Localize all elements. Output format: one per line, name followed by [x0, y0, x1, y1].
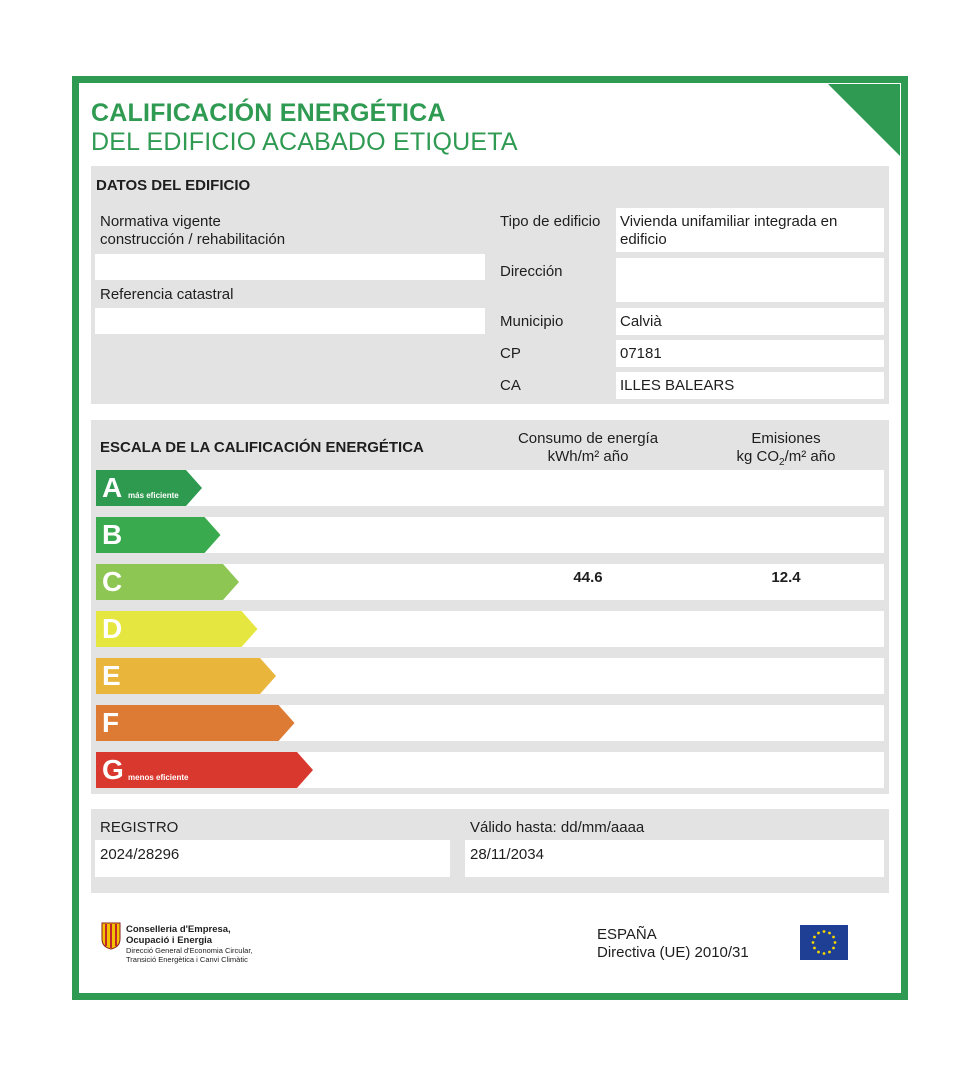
registro-label: REGISTRO — [100, 819, 179, 836]
consumo-header-1: Consumo de energía — [517, 430, 659, 447]
normativa-label-2: construcción / rehabilitación — [100, 231, 286, 248]
referencia-field — [95, 308, 485, 334]
page-subtitle: DEL EDIFICIO ACABADO ETIQUETA — [91, 128, 518, 156]
direccion-label: Dirección — [500, 263, 563, 280]
normativa-field — [95, 254, 485, 280]
emisiones-value: 12.4 — [771, 569, 801, 586]
country-label: ESPAÑA — [597, 926, 657, 943]
page-title: CALIFICACIÓN ENERGÉTICA — [91, 99, 446, 127]
energy-class-letter: C — [102, 566, 123, 597]
consumo-header-2: kWh/m² año — [547, 448, 629, 465]
cp-value: 07181 — [620, 345, 662, 362]
energy-class-sublabel: menos eficiente — [128, 773, 189, 782]
directive-label: Directiva (UE) 2010/31 — [597, 944, 749, 961]
scale-section-title: ESCALA DE LA CALIFICACIÓN ENERGÉTICA — [100, 439, 424, 456]
normativa-label-1: Normativa vigente — [100, 213, 221, 230]
energy-class-sublabel: más eficiente — [128, 491, 179, 500]
direccion-field — [616, 258, 884, 302]
scale-row-a — [96, 470, 884, 506]
cp-label: CP — [500, 345, 521, 362]
energy-class-letter: F — [102, 707, 120, 738]
energy-class-letter: B — [102, 519, 123, 550]
eu-flag-icon — [800, 925, 848, 960]
registro-value: 2024/28296 — [100, 846, 180, 863]
building-section-title: DATOS DEL EDIFICIO — [96, 177, 251, 194]
energy-class-letter: G — [102, 754, 124, 785]
tipo-value-2: edificio — [620, 231, 667, 248]
ca-value: ILLES BALEARS — [620, 377, 735, 394]
energy-class-letter: A — [102, 472, 123, 503]
tipo-value-1: Vivienda unifamiliar integrada en — [620, 213, 838, 230]
emisiones-header-2: kg $CO_2/m^2$ año — [736, 448, 836, 468]
balearic-shield-icon — [101, 922, 121, 950]
referencia-label: Referencia catastral — [100, 286, 234, 303]
valido-value: 28/11/2034 — [470, 846, 544, 863]
conselleria-logo-text: Conselleria d'Empresa, Ocupació i Energia Direcció General d'Economia Circular, Transició Energètica i Canvi Climàtic — [126, 924, 253, 964]
tipo-label: Tipo de edificio — [500, 213, 601, 230]
energy-class-letter: E — [102, 660, 121, 691]
consumo-value: 44.6 — [573, 569, 603, 586]
municipio-field — [616, 308, 884, 335]
ca-field — [616, 372, 884, 399]
tipo-field — [616, 208, 884, 252]
valido-field — [465, 840, 884, 877]
municipio-label: Municipio — [500, 313, 564, 330]
emisiones-header-1: Emisiones — [751, 430, 821, 447]
municipio-value: Calvià — [620, 313, 662, 330]
cp-field — [616, 340, 884, 367]
valido-label: Válido hasta: dd/mm/aaaa — [470, 819, 645, 836]
registro-field — [95, 840, 450, 877]
corner-triangle — [828, 84, 900, 156]
ca-label: CA — [500, 377, 521, 394]
energy-class-letter: D — [102, 613, 123, 644]
